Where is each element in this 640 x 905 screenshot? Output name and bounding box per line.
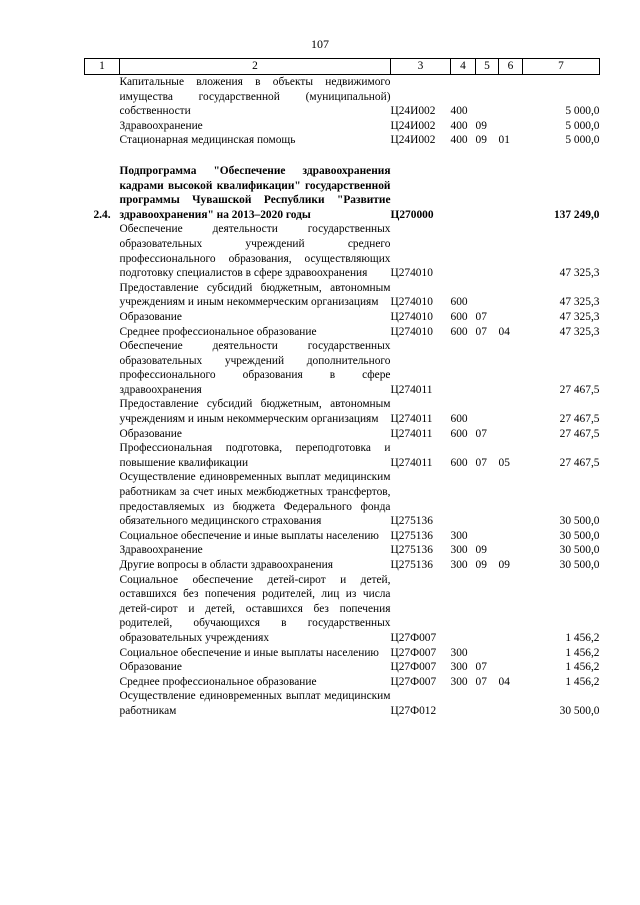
header-row	[85, 59, 600, 75]
section-code: 07	[475, 456, 487, 469]
target-code: Ц274011	[390, 383, 433, 396]
table-row	[85, 164, 600, 222]
section-code: 07	[475, 675, 487, 688]
target-code: Ц27Ф007	[390, 675, 437, 688]
col-header-2: 2	[120, 59, 391, 75]
budget-table	[84, 58, 600, 719]
section-code	[476, 222, 499, 280]
row-name: Капитальные вложения в объекты недвижимого имущества государственной (муниципальной) собственности	[119, 76, 391, 118]
expense-type: 400	[450, 105, 468, 118]
row-name: Обеспечение деятельности государственных образовательных учреждений среднего профессионального образования, осуществляющих подготовку специалистов в сфере здравоохранения	[119, 223, 391, 280]
section-code: 07	[475, 427, 487, 440]
amount: 5 000,0	[565, 119, 600, 132]
spacer-row	[85, 148, 600, 164]
subsection-code	[499, 75, 523, 119]
table-row	[85, 133, 600, 148]
section-code: 07	[475, 325, 487, 338]
subsection-code	[499, 660, 523, 675]
col-header-3: 3	[391, 59, 451, 75]
table-row	[85, 558, 600, 573]
target-code: Ц275136	[390, 544, 433, 557]
row-number	[85, 281, 120, 310]
expense-type: 400	[450, 134, 468, 147]
expense-type	[451, 573, 476, 646]
col-header-4: 4	[451, 59, 476, 75]
table-row	[85, 543, 600, 558]
section-code: 09	[475, 134, 487, 147]
expense-type: 300	[450, 675, 468, 688]
expense-type	[451, 689, 476, 718]
subsection-code: 05	[498, 456, 510, 469]
row-name: Другие вопросы в области здравоохранения	[119, 559, 333, 571]
row-name: Социальное обеспечение и иные выплаты населению	[119, 646, 379, 659]
section-code	[476, 75, 499, 119]
section-code	[476, 339, 499, 397]
row-number	[85, 310, 120, 325]
target-code: Ц274011	[390, 413, 433, 426]
target-code: Ц270000	[390, 208, 434, 221]
expense-type: 600	[450, 413, 468, 426]
target-code: Ц27Ф007	[390, 661, 437, 674]
expense-type: 300	[450, 559, 468, 571]
row-name: Стационарная медицинская помощь	[119, 134, 296, 147]
table-row	[85, 75, 600, 119]
amount: 27 467,5	[559, 383, 600, 396]
page-number: 107	[311, 37, 329, 51]
subsection-code: 09	[498, 559, 510, 571]
table-row	[85, 441, 600, 470]
row-name: Осуществление единовременных выплат медицинским работникам за счет иных межбюджетных трансфертов, предоставляемых из бюджета Федерального фонда обязательного медицинского страхования	[119, 471, 391, 528]
table-row	[85, 470, 600, 528]
row-number	[85, 543, 120, 558]
table-row	[85, 310, 600, 325]
row-number	[85, 573, 120, 646]
row-number	[85, 470, 120, 528]
amount: 30 500,0	[559, 544, 600, 557]
row-name: Предоставление субсидий бюджетным, автономным учреждениям и иным некоммерческим организациям	[119, 281, 391, 309]
row-number	[85, 675, 120, 690]
row-name: Осуществление единовременных выплат медицинским работникам	[119, 690, 391, 717]
subsection-code	[499, 339, 523, 397]
table-row	[85, 339, 600, 397]
col-header-6: 6	[499, 59, 523, 75]
expense-type: 300	[450, 646, 468, 659]
col-header-1: 1	[85, 59, 120, 75]
row-number	[85, 339, 120, 397]
target-code: Ц275136	[390, 529, 433, 542]
table-row	[85, 689, 600, 718]
expense-type	[451, 339, 476, 397]
amount: 27 467,5	[559, 427, 600, 440]
expense-type: 600	[450, 456, 468, 469]
table-row	[85, 675, 600, 690]
row-name: Профессиональная подготовка, переподготовка и повышение квалификации	[119, 442, 391, 469]
section-code	[476, 470, 499, 528]
target-code: Ц274011	[390, 427, 433, 440]
section-code	[476, 164, 499, 222]
amount: 27 467,5	[559, 456, 600, 469]
amount: 5 000,0	[565, 134, 600, 147]
section-code	[476, 397, 499, 426]
subsection-code	[499, 427, 523, 442]
target-code: Ц27Ф012	[390, 704, 437, 717]
amount: 47 325,3	[559, 310, 600, 323]
subsection-code: 04	[498, 325, 510, 338]
target-code: Ц274010	[390, 267, 433, 280]
row-name: Здравоохранение	[119, 544, 203, 557]
row-number	[85, 119, 120, 134]
target-code: Ц24И002	[390, 105, 436, 118]
table-row	[85, 573, 600, 646]
table-row	[85, 222, 600, 280]
expense-type: 300	[450, 661, 468, 674]
table-row	[85, 281, 600, 310]
amount: 30 500,0	[559, 704, 600, 717]
table-row	[85, 529, 600, 544]
row-name: Среднее профессиональное образование	[119, 325, 317, 338]
section-code	[476, 281, 499, 310]
amount: 1 456,2	[565, 661, 600, 674]
amount: 30 500,0	[559, 529, 600, 542]
expense-type: 600	[450, 325, 468, 338]
row-number	[85, 660, 120, 675]
subsection-code: 04	[498, 675, 510, 688]
target-code: Ц274010	[390, 310, 433, 323]
row-number	[85, 75, 120, 119]
amount: 30 500,0	[559, 515, 600, 528]
row-number	[85, 689, 120, 718]
row-name: Социальное обеспечение и иные выплаты населению	[119, 529, 379, 542]
amount: 137 249,0	[553, 208, 600, 221]
expense-type	[451, 222, 476, 280]
expense-type: 300	[450, 529, 468, 542]
row-number	[85, 133, 120, 148]
table-row	[85, 325, 600, 340]
subsection-code: 01	[498, 134, 510, 147]
section-code	[476, 646, 499, 661]
amount: 1 456,2	[565, 675, 600, 688]
amount: 1 456,2	[565, 646, 600, 659]
amount: 47 325,3	[559, 296, 600, 309]
row-number	[85, 529, 120, 544]
subsection-code	[499, 310, 523, 325]
section-code	[476, 529, 499, 544]
row-name: Здравоохранение	[119, 119, 203, 132]
subsection-code	[499, 529, 523, 544]
row-name: Подпрограмма "Обеспечение здравоохранения кадрами высокой квалификации" государственной программы Чувашской Республики "Развитие здравоохранения" на 2013–2020 годы	[119, 164, 391, 221]
target-code: Ц24И002	[390, 134, 436, 147]
row-name: Социальное обеспечение детей-сирот и детей, оставшихся без попечения родителей, лиц из числа детей-сирот и детей, оставшихся без попечения родителей, обучающихся в государственных образовательных учреждениях	[119, 573, 391, 644]
row-name: Образование	[119, 661, 182, 674]
table-row	[85, 119, 600, 134]
section-code: 07	[475, 661, 487, 674]
subsection-code	[499, 222, 523, 280]
amount: 47 325,3	[559, 267, 600, 280]
target-code: Ц275136	[390, 515, 433, 528]
row-number	[85, 397, 120, 426]
target-code: Ц27Ф007	[390, 631, 437, 644]
spacer-cell	[85, 148, 600, 164]
amount: 27 467,5	[559, 413, 600, 426]
expense-type	[451, 470, 476, 528]
expense-type: 600	[450, 296, 468, 309]
row-name: Среднее профессиональное образование	[119, 675, 317, 688]
row-number	[85, 646, 120, 661]
subsection-code	[499, 397, 523, 426]
row-number	[85, 427, 120, 442]
section-code: 09	[475, 544, 487, 557]
col-header-7: 7	[523, 59, 600, 75]
row-name: Обеспечение деятельности государственных образовательных учреждений дополнительного профессионального образования в сфере здравоохранения	[119, 340, 391, 396]
row-number	[85, 441, 120, 470]
subsection-code	[499, 281, 523, 310]
amount: 1 456,2	[565, 631, 600, 644]
subsection-code	[499, 164, 523, 222]
amount: 5 000,0	[565, 105, 600, 118]
table-row	[85, 427, 600, 442]
subsection-code	[499, 646, 523, 661]
table-body	[85, 75, 600, 719]
row-number	[85, 222, 120, 280]
amount: 47 325,3	[559, 325, 600, 338]
subsection-code	[499, 119, 523, 134]
section-code	[476, 689, 499, 718]
section-code: 09	[475, 559, 487, 571]
section-code: 07	[475, 310, 487, 323]
row-number: 2.4.	[93, 208, 111, 221]
expense-type	[451, 164, 476, 222]
row-name: Предоставление субсидий бюджетным, автономным учреждениям и иным некоммерческим организациям	[119, 398, 391, 426]
table-row	[85, 397, 600, 426]
subsection-code	[499, 689, 523, 718]
expense-type: 300	[450, 544, 468, 557]
row-number	[85, 558, 120, 573]
row-name: Образование	[119, 427, 182, 440]
section-code	[476, 573, 499, 646]
subsection-code	[499, 543, 523, 558]
target-code: Ц27Ф007	[390, 646, 437, 659]
amount: 30 500,0	[559, 559, 600, 571]
target-code: Ц274010	[390, 296, 433, 309]
expense-type: 400	[450, 119, 468, 132]
target-code: Ц274010	[390, 325, 433, 338]
row-number	[85, 325, 120, 340]
section-code: 09	[475, 119, 487, 132]
table-row	[85, 660, 600, 675]
target-code: Ц275136	[390, 559, 433, 571]
target-code: Ц24И002	[390, 119, 436, 132]
table-row	[85, 646, 600, 661]
subsection-code	[499, 573, 523, 646]
expense-type: 600	[450, 427, 468, 440]
subsection-code	[499, 470, 523, 528]
col-header-5: 5	[476, 59, 499, 75]
expense-type: 600	[450, 310, 468, 323]
row-name: Образование	[119, 310, 182, 323]
target-code: Ц274011	[390, 456, 433, 469]
